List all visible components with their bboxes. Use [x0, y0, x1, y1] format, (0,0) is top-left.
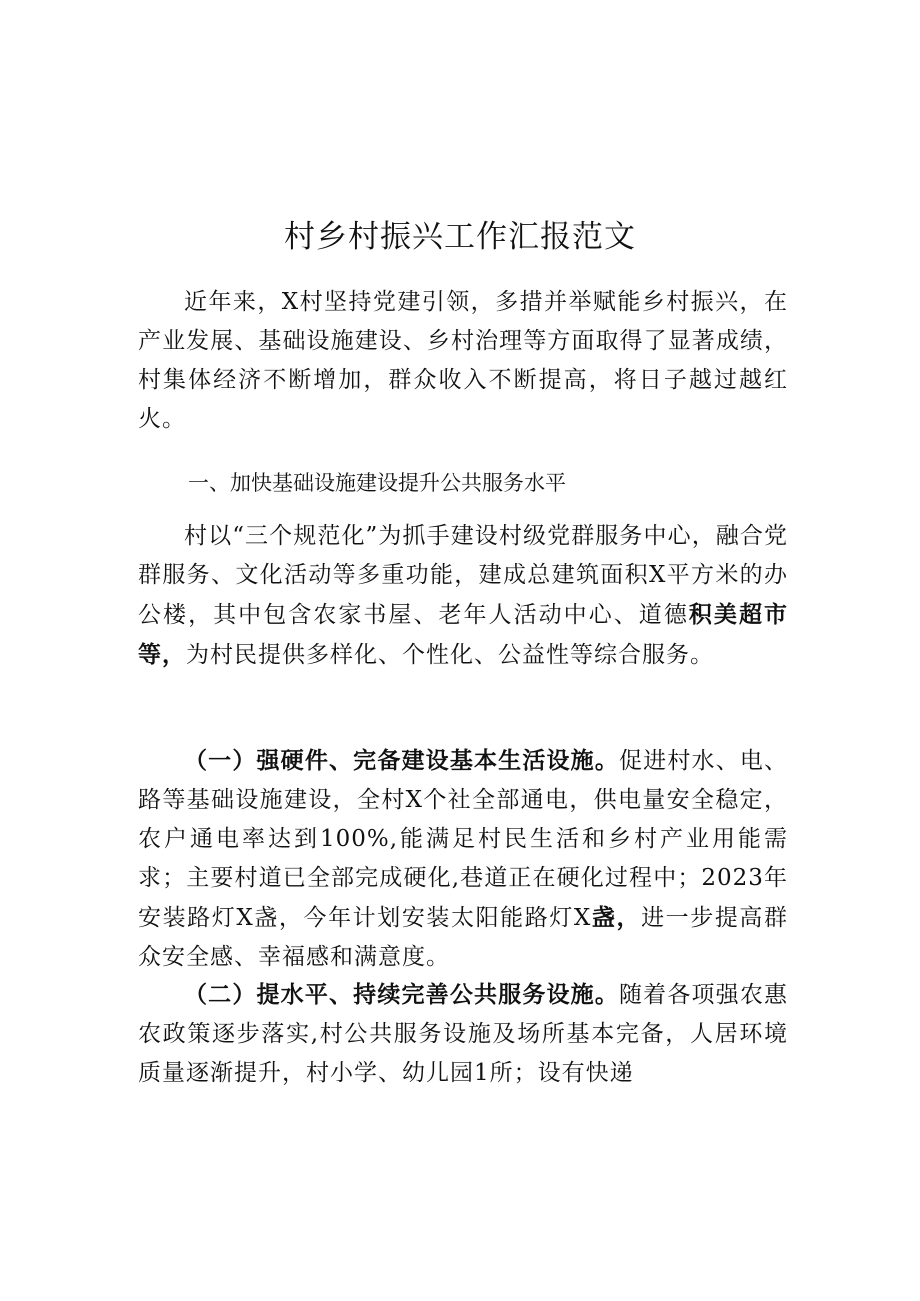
subsection-1-paragraph [138, 741, 788, 977]
subsection-1-bold-text: 盏， [591, 904, 642, 931]
section-heading: 一、加快基础设施建设提升公共服务水平 [188, 471, 566, 495]
section-paragraph-bold-text: 积美超市等， [138, 601, 789, 668]
subsection-1-heading: （一）强硬件、完备建设基本生活设施。 [184, 747, 619, 774]
subsection-1-text-end: 进一步提高群众安全感、幸福感和满意度。 [138, 905, 789, 970]
section-paragraph-text-end: 为村民提供多样化、个性化、公益性等综合服务。 [186, 642, 714, 668]
subsection-2-paragraph [138, 975, 788, 1093]
subsection-2-heading: （二）提水平、持续完善公共服务设施。 [184, 981, 619, 1008]
intro-paragraph: 近年来，X村坚持党建引领，多措并举赋能乡村振兴，在产业发展、基础设施建设、乡村治理等方面取得了显著成绩，村集体经济不断增加，群众收入不断提高，将日子越过越红火。 [138, 289, 788, 432]
section-paragraph-text: 村以“三个规范化”为抓手建设村级党群服务中心，融合党群服务、文化活动等多重功能，建成总建筑面积X平方米的办公楼，其中包含农家书屋、老年人活动中心、道德 [138, 523, 788, 628]
document-title: 村乡村振兴工作汇报范文 [284, 219, 636, 255]
section-paragraph [138, 517, 788, 675]
subsection-2-text: 随着各项强农惠农政策逐步落实,村公共服务设施及场所基本完备，人居环境质量逐渐提升，村小学、幼儿园1所；设有快递 [138, 982, 789, 1086]
subsection-1-text: 促进村水、电、路等基础设施建设，全村X个社全部通电，供电量安全稳定，农户通电率达到100%,能满足村民生活和乡村产业用能需求；主要村道已全部完成硬化,巷道正在硬化过程中；2023年安装路灯X盏，今年计划安装太阳能路灯X [138, 748, 789, 931]
